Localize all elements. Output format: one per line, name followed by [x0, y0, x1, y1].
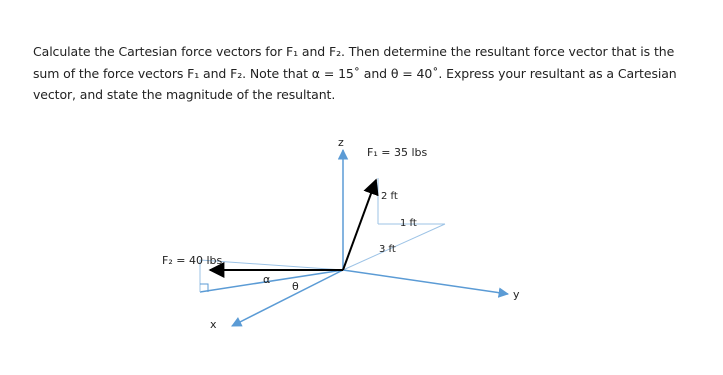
dim-1ft-label: 1 ft — [400, 218, 417, 229]
z-axis-label: z — [338, 136, 344, 149]
f2-label: F₂ = 40 lbs — [162, 254, 223, 267]
y-axis — [343, 270, 508, 294]
dim-3ft-label: 3 ft — [379, 244, 396, 255]
alpha-label: α — [263, 273, 271, 286]
problem-statement: Calculate the Cartesian force vectors for F₁ and F₂. Then determine the resultant force vector that is the sum of the force vectors F₁ and F₂. Note that α = 15˚ and θ = 40˚. Express your resultant as a Cartesian vector, and state the magnitude of the resultant. — [33, 44, 677, 102]
f1-vector — [343, 180, 376, 270]
dim-2ft-label: 2 ft — [381, 191, 398, 202]
f1-label: F₁ = 35 lbs — [367, 146, 428, 159]
y-axis-label: y — [513, 288, 520, 301]
theta-label: θ — [292, 280, 299, 293]
x-axis-label: x — [210, 318, 217, 331]
